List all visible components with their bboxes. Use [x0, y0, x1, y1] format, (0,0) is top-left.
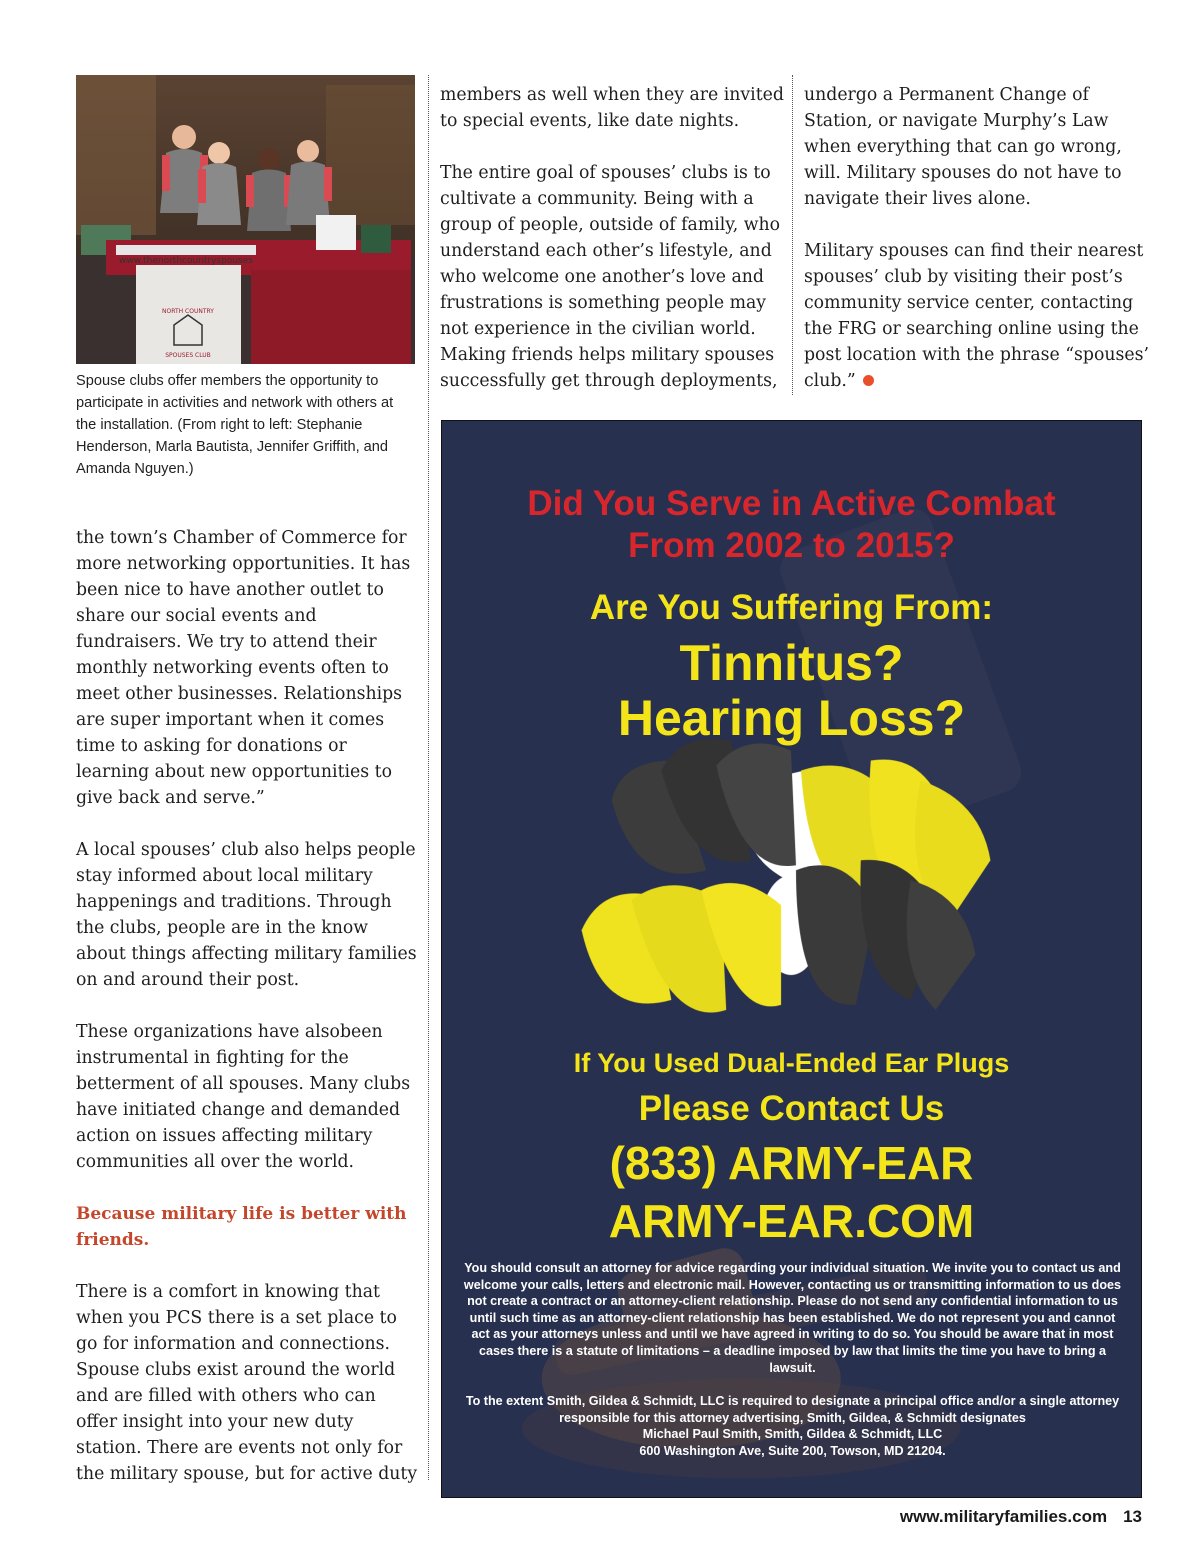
- ad-contact-line: Please Contact Us: [638, 1089, 945, 1128]
- article-paragraph: undergo a Permanent Change of Station, or navigate Murphy’s Law when everything that can go wrong, will. Military spouses do not have to navigate their lives alone.: [804, 85, 1122, 209]
- tablecloth-text-1: NORTH COUNTRY: [162, 308, 214, 315]
- spouse-club-photo: [76, 75, 415, 364]
- ad-website: ARMY-EAR.COM: [608, 1195, 975, 1247]
- photo-caption: Spouse clubs offer members the opportunity to participate in activities and network with others at the installation. (From right to left: Stephanie Henderson, Marla Bautista, Jennifer Griffith, and Amanda Nguyen.): [76, 373, 394, 477]
- article-subhead: Because military life is better with friends.: [76, 1204, 407, 1250]
- article-paragraph: the town’s Chamber of Commerce for more networking opportunities. It has been nice to have another outlet to share our social events and fundraisers. We try to attend their monthly networking events often to meet other businesses. Relationships are super important when it comes time to asking for donations or learning about new opportunities to give back and serve.”: [76, 528, 411, 808]
- ad-phone-number: (833) ARMY-EAR: [609, 1137, 974, 1189]
- article-paragraph: members as well when they are invited to special events, like date nights.: [440, 85, 784, 131]
- ad-headline-line-2: From 2002 to 2015?: [628, 526, 955, 565]
- ad-earplugs-line: If You Used Dual-Ended Ear Plugs: [573, 1048, 1010, 1078]
- final-paragraph-text: Military spouses can find their nearest spouses’ club by visiting their post’s community service center, contacting the FRG or searching online using the post location with the phrase “spouses’ club.”: [804, 241, 1149, 391]
- ad-designation: To the extent Smith, Gildea & Schmidt, LLC is required to designate a principal office and/or a single attorney responsible for this attorney advertising, Smith, Gildea, & Schmidt designates: [465, 1394, 1120, 1425]
- article-column-right: [804, 82, 1149, 394]
- ad-address: 600 Washington Ave, Suite 200, Towson, MD 21204.: [639, 1443, 946, 1458]
- article-column-middle: [440, 82, 785, 394]
- footer-url: www.militaryfamilies.com: [899, 1507, 1108, 1526]
- page-number: 13: [1123, 1507, 1142, 1526]
- photo-banner-text: www.thenorthcountryspouses: [119, 256, 253, 266]
- column-divider: [792, 75, 793, 395]
- article-paragraph: The entire goal of spouses’ clubs is to cultivate a community. Being with a group of people, outside of family, who understand each other’s lifestyle, and who welcome one another’s love and frustrations is something people may not experience in the civilian world. Making friends helps military spouses successfully get through deployments,: [440, 163, 781, 391]
- ad-conditions: [442, 636, 1141, 746]
- ad-suffering-question: Are You Suffering From:: [589, 588, 994, 627]
- ad-disclaimer-paragraph: You should consult an attorney for advice regarding your individual situation. We invite you to contact us and welcome your calls, letters and electronic mail. However, contacting us or transmitting information to us does not create a contract or an attorney-client relationship. Please do not send any confidential information to us until such time as an attorney-client relationship has been established. We do not represent you and cannot act as your attorneys unless and until we have agreed in writing to do so. You should be aware that in most cases there is a statute of limitations – a deadline imposed by law that limits the time you have to bring a lawsuit.: [463, 1261, 1122, 1375]
- ad-headline-line-1: Did You Serve in Active Combat: [527, 484, 1056, 523]
- ad-headline: [442, 483, 1141, 567]
- article-paragraph: There is a comfort in knowing that when you PCS there is a set place to go for information and connections. Spouse clubs exist around the world and are filled with others who can offer insight into your new duty station. There are events not only for the military spouse, but for active duty: [76, 1282, 418, 1484]
- photo-illustration: [76, 75, 415, 364]
- army-ear-advertisement: [441, 420, 1142, 1498]
- ad-condition-hearing-loss: Hearing Loss?: [617, 690, 966, 746]
- page-footer: [900, 1507, 1142, 1527]
- ad-disclaimer: [460, 1260, 1125, 1460]
- ad-attorney: Michael Paul Smith, Smith, Gildea & Schmidt, LLC: [642, 1427, 943, 1442]
- article-paragraph: These organizations have alsobeen instrumental in fighting for the betterment of all spouses. Many clubs have initiated change and demanded action on issues affecting military communities all over the world.: [76, 1022, 411, 1172]
- tablecloth-text-2: SPOUSES CLUB: [165, 352, 211, 359]
- article-column-left: [76, 525, 421, 1487]
- article-paragraph-final: [804, 238, 1149, 394]
- ad-condition-tinnitus: Tinnitus?: [679, 635, 904, 691]
- article-paragraph: A local spouses’ club also helps people stay informed about local military happenings and traditions. Through the clubs, people are in the know about things affecting military families on and around their post.: [76, 840, 417, 990]
- end-of-article-dot-icon: [863, 375, 874, 386]
- column-divider: [428, 75, 429, 1480]
